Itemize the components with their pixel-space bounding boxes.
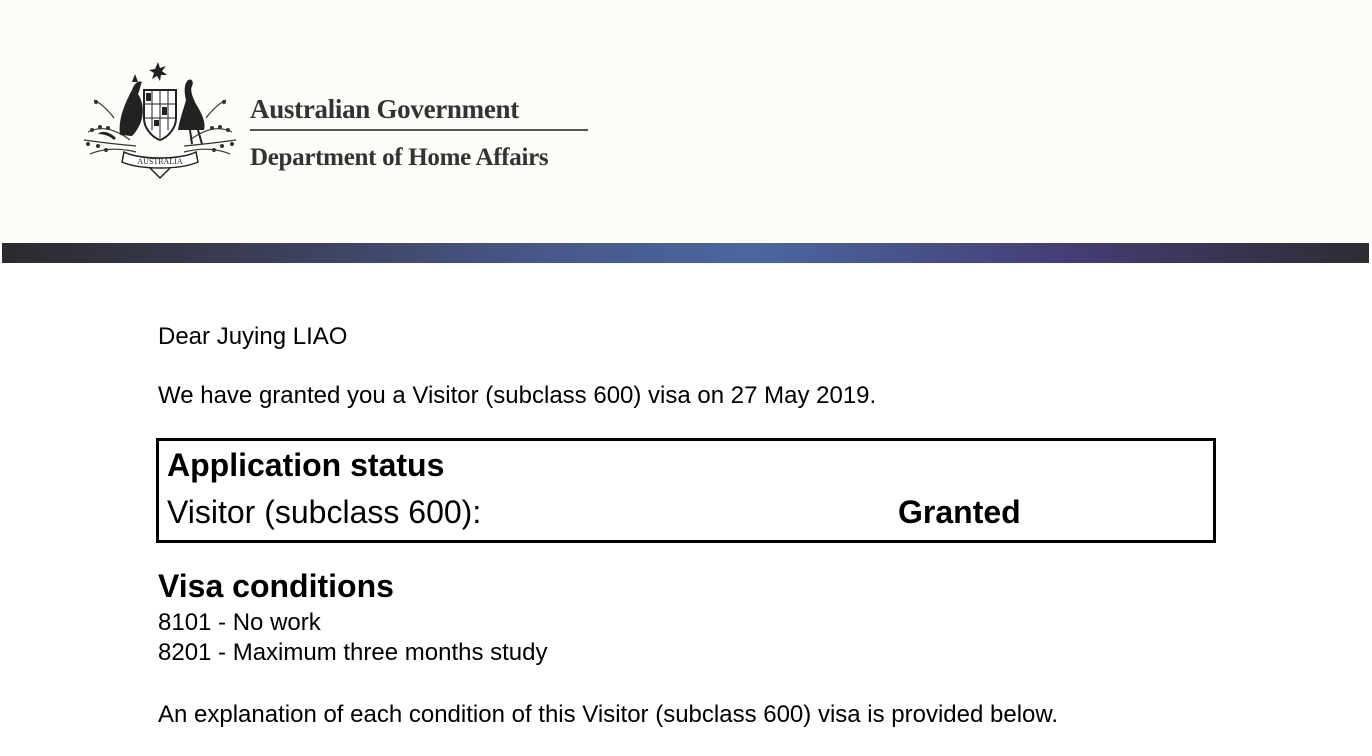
status-badge: Granted <box>898 494 1021 530</box>
visa-conditions-list <box>158 608 548 668</box>
grant-sentence: We have granted you a Visitor (subclass 600) visa on 27 May 2019. <box>158 382 877 409</box>
conditions-explanation: An explanation of each condition of this Visitor (subclass 600) visa is provided below. <box>158 701 1059 728</box>
crest-ribbon-text: AUSTRALIA <box>137 157 183 166</box>
australian-coat-of-arms-icon <box>80 60 240 180</box>
application-status-box <box>156 438 1216 543</box>
agency-name-block <box>250 92 590 173</box>
status-box-title: Application status <box>167 447 445 483</box>
letterhead <box>0 0 1372 243</box>
agency-divider <box>250 129 588 131</box>
list-item: 8201 - Maximum three months study <box>158 639 548 666</box>
visa-conditions-heading: Visa conditions <box>158 568 394 604</box>
status-visa-type: Visitor (subclass 600): <box>167 494 482 530</box>
header-color-band <box>2 243 1369 263</box>
agency-government-name: Australian Government <box>250 94 519 124</box>
list-item: 8101 - No work <box>158 609 321 636</box>
salutation: Dear Juying LIAO <box>158 323 348 350</box>
agency-department-name: Department of Home Affairs <box>250 144 549 171</box>
